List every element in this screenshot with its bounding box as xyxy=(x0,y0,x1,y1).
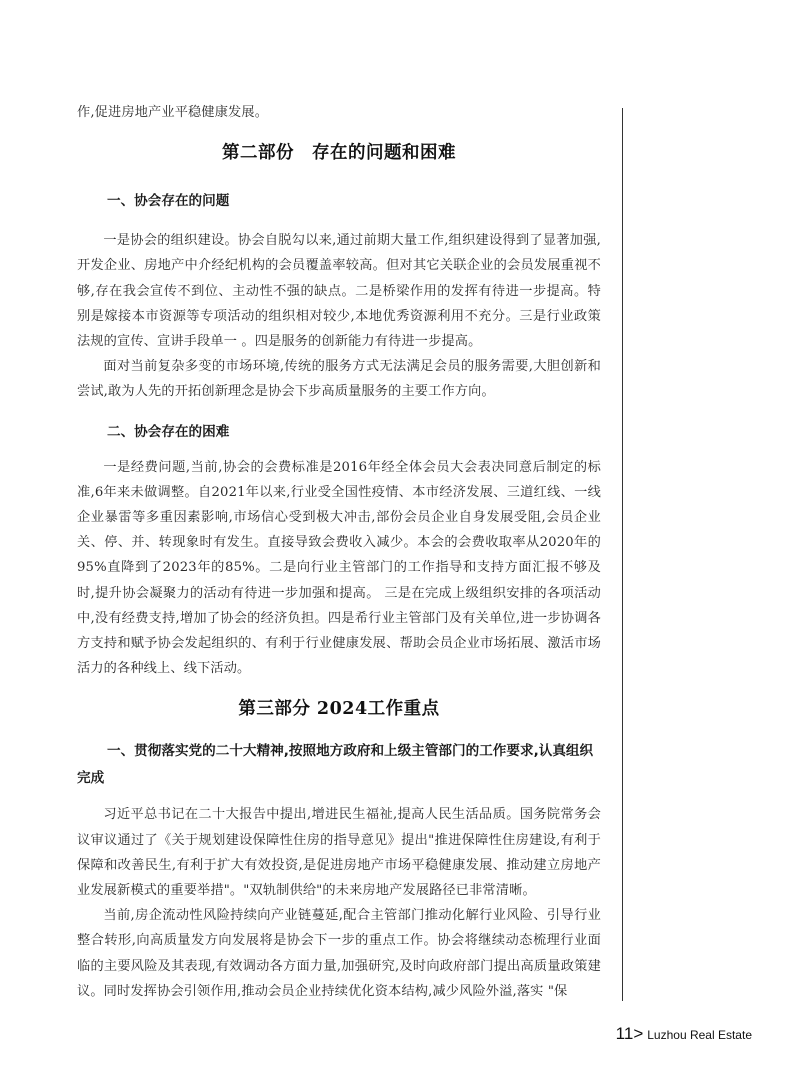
part2-section1-heading: 一、协会存在的问题 xyxy=(107,193,230,210)
part3-section1-paragraph2: 当前,房企流动性风险持续向产业链蔓延,配合主管部门推动化解行业风险、引导行业整合转形,向高质量发方向发展将是协会下一步的重点工作。协会将继续动态梳理行业面临的主要风险及其表现,有效调动各方面力量,加强研究,及时向政府部门提出高质量政策建议。同时发挥协会引领作用,推动会员企业持续优化资本结构,减少风险外溢,落实 "保 xyxy=(77,908,601,999)
part2-section2-heading: 二、协会存在的困难 xyxy=(107,423,230,440)
part2-section2-paragraph1: 一是经费问题,当前,协会的会费标准是2016年经全体会员大会表决同意后制定的标准,6年来未做调整。自2021年以来,行业受全国性疫情、本市经济发展、三道红线、一线企业暴雷等多重因素影响,市场信心受到极大冲击,部份会员企业自身发展受阻,会员企业关、停、并、转现象时有发生。直接导致会费收入减少。本会的会费收取率从2020年的95%直降到了2023年的85%。二是向行业主管部门的工作指导和支持方面汇报不够及时,提升协会凝聚力的活动有待进一步加强和提高。 三是在完成上级组织安排的各项活动中,没有经费支持,增加了协会的经济负担。四是希行业主管部门及有关单位,进一步协调各方支持和赋予协会发起组织的、有利于行业健康发展、帮助会员企业市场拓展、激活市场活力的各种线上、线下活动。 xyxy=(77,459,601,677)
part3-heading: 第三部分 2024工作重点 xyxy=(238,699,440,720)
part2-heading: 第二部份 存在的问题和困难 xyxy=(222,143,456,164)
part2-section1-paragraph2: 面对当前复杂多变的市场环境,传统的服务方式无法满足会员的服务需要,大胆创新和尝试,敢为人先的开拓创新理念是协会下步高质量服务的主要工作方向。 xyxy=(77,359,601,400)
article-body xyxy=(77,100,601,1004)
part3-section1-paragraph1: 习近平总书记在二十大报告中提出,增进民生福祉,提高人民生活品质。国务院常务会议审议通过了《关于规划建设保障性住房的指导意见》提出"推进保障性住房建设,有利于保障和改善民生,有利于扩大有效投资,是促进房地产市场平稳健康发展、推动建立房地产业发展新模式的重要举措"。"双轨制供给"的未来房地产发展路径已非常清晰。 xyxy=(77,807,601,899)
part3-section1-heading: 一、贯彻落实党的二十大精神,按照地方政府和上级主管部门的工作要求,认真组织完成 xyxy=(77,743,594,787)
continuation-paragraph: 作,促进房地产业平稳健康发展。 xyxy=(77,105,269,120)
page-number: 11> xyxy=(615,1024,644,1043)
part2-section1-paragraph1: 一是协会的组织建设。协会自脱勾以来,通过前期大量工作,组织建设得到了显著加强,开发企业、房地产中介经纪机构的会员覆盖率较高。但对其它关联企业的会员发展重视不够,存在我会宣传不到位、主动性不强的缺点。二是桥梁作用的发挥有待进一步提高。特别是嫁接本市资源等专项活动的组织相对较少,本地优秀资源利用不充分。三是行业政策法规的宣传、宣讲手段单一 。四是服务的创新能力有待进一步提高。 xyxy=(77,233,601,350)
publication-name: Luzhou Real Estate xyxy=(647,1028,752,1042)
column-rule xyxy=(622,108,623,1001)
page-footer xyxy=(616,1024,752,1044)
